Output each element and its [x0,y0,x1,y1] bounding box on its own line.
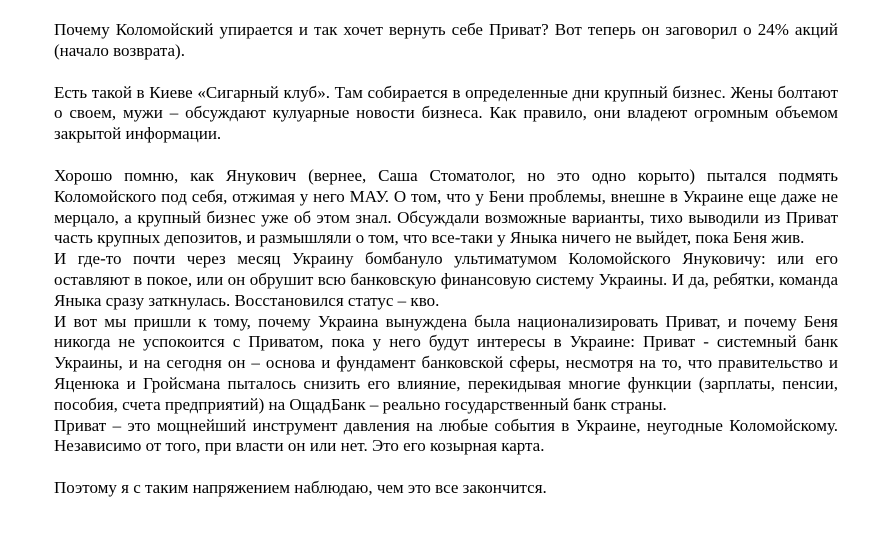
document-body [54,20,838,499]
paragraph-2: Есть такой в Киеве «Сигарный клуб». Там собирается в определенные дни крупный бизнес. Жены болтают о своем, мужи – обсуждают кулуарные новости бизнеса. Как правило, они владеют огромным объемом закрытой информации. [54,82,838,144]
paragraph-5: И вот мы пришли к тому, почему Украина вынуждена была национализировать Приват, и почему Беня никогда не успокоится с Приватом, пока у него будут интересы в Украине: Приват - системный банк Украины, и на сегодня он – основа и фундамент банковской сферы, несмотря на то, что правительство и Яценюка и Гройсмана пыталось снизить его влияние, перекидывая многие функции (зарплаты, пенсии, пособия, счета предприятий) на ОщадБанк – реально государственный банк страны. [54,311,838,414]
paragraph-1: Почему Коломойский упирается и так хочет вернуть себе Приват? Вот теперь он заговорил о 24% акций (начало возврата). [54,20,838,60]
paragraph-3: Хорошо помню, как Янукович (вернее, Саша Стоматолог, но это одно корыто) пытался подмять Коломойского под себя, отжимая у него МАУ. О том, что у Бени проблемы, внешне в Украине еще даже не мерцало, а крупный бизнес уже об этом знал. Обсуждали возможные варианты, тихо выводили из Приват часть крупных депозитов, и размышляли о том, что все-таки у Яныка ничего не выйдет, пока Беня жив. [54,165,838,248]
paragraph-7: Поэтому я с таким напряжением наблюдаю, чем это все закончится. [54,478,547,498]
paragraph-6: Приват – это мощнейший инструмент давления на любые события в Украине, неугодные Коломойскому. Независимо от того, при власти он или нет. Это его козырная карта. [54,415,838,456]
paragraph-4: И где-то почти через месяц Украину бомбануло ультиматумом Коломойского Януковичу: или его оставляют в покое, или он обрушит всю банковскую финансовую систему Украины. И да, ребятки, команда Яныка сразу заткнулась. Восстановился статус – кво. [54,249,838,310]
